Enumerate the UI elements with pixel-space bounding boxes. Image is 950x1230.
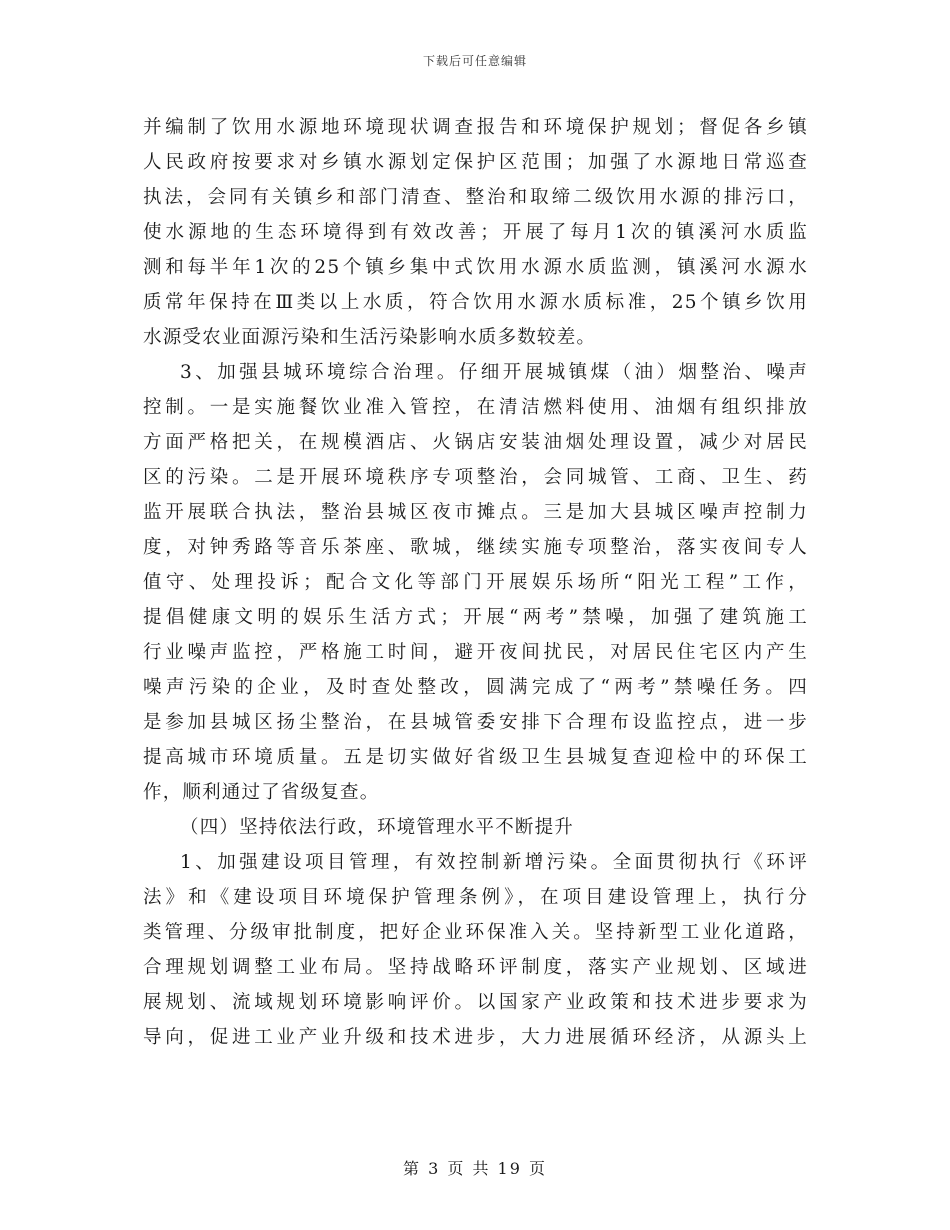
text-line: 类管理、分级审批制度，把好企业环保准入关。坚持新型工业化道路， [143, 922, 808, 943]
page-header: 下载后可任意编辑 [422, 54, 527, 68]
text-line: 人民政府按要求对乡镇水源划定保护区范围；加强了水源地日常巡查 [143, 152, 808, 173]
text-line: 是参加县城区扬尘整治，在县城管委安排下合理布设监控点，进一步 [143, 712, 808, 733]
text-line: 控制。一是实施餐饮业准入管控，在清洁燃料使用、油烟有组织排放 [143, 397, 808, 418]
text-line: 值守、处理投诉；配合文化等部门开展娱乐场所“阳光工程”工作， [143, 572, 808, 593]
paragraph-county-environment [143, 355, 808, 810]
text-line: 提高城市环境质量。五是切实做好省级卫生县城复查迎检中的环保工 [143, 747, 808, 768]
text-line: 1、加强建设项目管理，有效控制新增污染。全面贯彻执行《环评 [180, 852, 808, 873]
page-number: 第 3 页 共 19 页 [403, 1159, 547, 1178]
text-line: 执法，会同有关镇乡和部门清查、整治和取缔二级饮用水源的排污口， [143, 187, 808, 208]
text-line: 度，对钟秀路等音乐茶座、歌城，继续实施专项整治，落实夜间专人 [143, 537, 808, 558]
text-line: 区的污染。二是开展环境秩序专项整治，会同城管、工商、卫生、药 [143, 467, 808, 488]
text-line: 并编制了饮用水源地环境现状调查报告和环境保护规划；督促各乡镇 [143, 117, 808, 138]
text-line: 法》和《建设项目环境保护管理条例》，在项目建设管理上，执行分 [143, 887, 808, 908]
text-line: 3、加强县城环境综合治理。仔细开展城镇煤（油）烟整治、噪声 [180, 362, 808, 383]
text-line: 导向，促进工业产业升级和技术进步，大力进展循环经济，从源头上 [143, 1027, 808, 1048]
text-line: 监开展联合执法，整治县城区夜市摊点。三是加大县城区噪声控制力 [143, 502, 808, 523]
text-line: 方面严格把关，在规模酒店、火锅店安装油烟处理设置，减少对居民 [143, 432, 808, 453]
text-line: 水源受农业面源污染和生活污染影响水质多数较差。 [143, 327, 597, 348]
text-line: 测和每半年1次的25个镇乡集中式饮用水源水质监测，镇溪河水源水 [143, 257, 808, 278]
text-line: 提倡健康文明的娱乐生活方式；开展“两考”禁噪，加强了建筑施工 [143, 607, 808, 628]
text-line: 展规划、流域规划环境影响评价。以国家产业政策和技术进步要求为 [143, 992, 808, 1013]
text-line: 合理规划调整工业布局。坚持战略环评制度，落实产业规划、区域进 [143, 957, 808, 978]
text-line: 使水源地的生态环境得到有效改善；开展了每月1次的镇溪河水质监 [143, 222, 808, 243]
text-line: 质常年保持在Ⅲ类以上水质，符合饮用水源水质标准，25个镇乡饮用 [143, 292, 808, 313]
text-line: 行业噪声监控，严格施工时间，避开夜间扰民，对居民住宅区内产生 [143, 642, 808, 663]
paragraph-water-source [143, 110, 808, 355]
paragraph-project-management [143, 845, 808, 1055]
text-line: 作，顺利通过了省级复查。 [143, 782, 380, 803]
document-body [143, 110, 808, 1055]
text-line: 噪声污染的企业，及时查处整改，圆满完成了“两考”禁噪任务。四 [143, 677, 808, 698]
section-heading: （四）坚持依法行政，环境管理水平不断提升 [180, 817, 575, 838]
